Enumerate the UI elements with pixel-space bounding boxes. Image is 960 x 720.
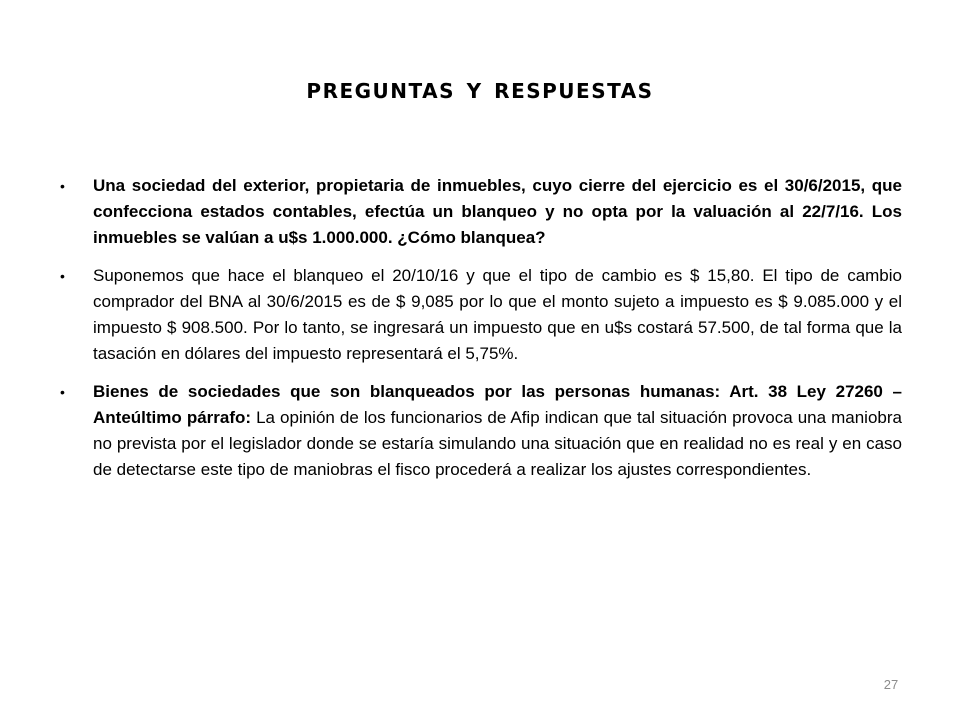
slide-title: preguntas y respuestas — [306, 71, 654, 105]
page-number: 27 — [883, 677, 899, 692]
bullet-item-2 — [60, 263, 902, 367]
bullet-heading-text: Bienes de sociedades que son blanqueados por las personas humanas: Art. 38 Ley 27260 – Anteúltimo párrafo: — [93, 382, 902, 427]
bullet-marker: • — [60, 178, 65, 194]
bullet-marker: • — [60, 268, 65, 284]
bullet-body-text: La opinión de los funcionarios de Afip indican que tal situación provoca una maniobra no prevista por el legislador donde se estaría simulando una situación que en realidad no es real y en caso de detectarse este tipo de maniobras el fisco procederá a realizar los ajustes correspondientes. — [93, 408, 902, 479]
bullet-list — [60, 173, 902, 495]
bullet-question-text: Una sociedad del exterior, propietaria de inmuebles, cuyo cierre del ejercicio es el 30/6/2015, que confecciona estados contables, efectúa un blanqueo y no opta por la valuación al 22/7/16. Los inmuebles se valúan a u$s 1.000.000. ¿Cómo blanquea? — [93, 176, 902, 247]
bullet-answer-text: Suponemos que hace el blanqueo el 20/10/16 y que el tipo de cambio es $ 15,80. El tipo de cambio comprador del BNA al 30/6/2015 es de $ 9,085 por lo que el monto sujeto a impuesto es $ 9.085.000 y el impuesto $ 908.500. Por lo tanto, se ingresará un impuesto que en u$s costará 57.500, de tal forma que la tasación en dólares del impuesto representará el 5,75%. — [93, 266, 902, 363]
bullet-item-1 — [60, 173, 902, 251]
bullet-marker: • — [60, 384, 65, 400]
bullet-item-3 — [60, 379, 902, 483]
